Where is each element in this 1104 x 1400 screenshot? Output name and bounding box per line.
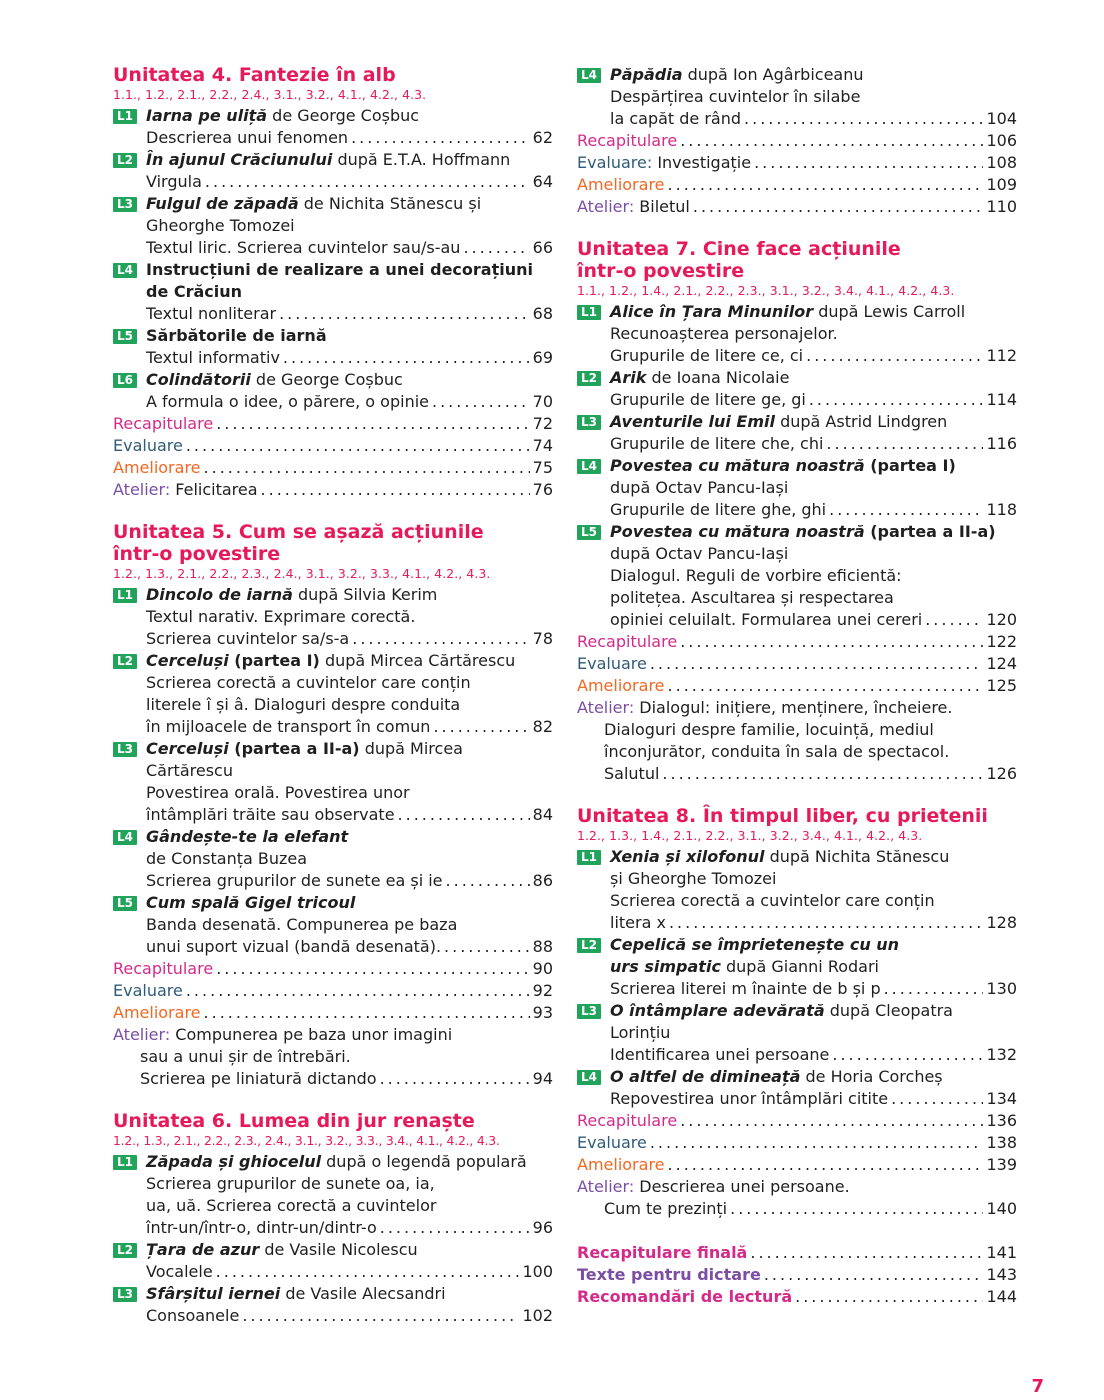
lesson-entry[interactable]: L4 O altfel de dimineață de Horia Corcheș Repovestirea unor întâmplări citite ..... 134 (577, 1066, 1017, 1110)
lesson-badge: L3 (577, 1004, 601, 1019)
lesson-entry[interactable]: L4 Gândește-te la elefant de Constanța Buzea Scrierea grupurilor de sunete ea și ie ..... 86 (113, 826, 553, 892)
lesson-topic: A formula o idee, o părere, o opinie (146, 392, 429, 411)
competency-codes: 1.2., 1.3., 1.4., 2.1., 2.2., 3.1., 3.2., 3.4., 4.1., 4.2., 4.3. (577, 828, 923, 843)
eval-entry[interactable]: Evaluare ..... 74 (113, 435, 553, 457)
lesson-badge: L4 (577, 459, 601, 474)
unit-title: Unitatea 6. Lumea din jur renaște (113, 1110, 475, 1132)
lesson-entry[interactable]: L3 Sfârșitul iernei de Vasile Alecsandri Consoanele ..... 102 (113, 1283, 553, 1327)
lesson-badge: L3 (113, 197, 137, 212)
lesson-entry[interactable] (113, 149, 553, 193)
lesson-topic: Textul nonliterar (146, 304, 277, 323)
lesson-badge: L6 (113, 373, 137, 388)
unit-6-cont (577, 64, 1017, 218)
eval-entry[interactable]: Evaluare ..... 138 (577, 1132, 1017, 1154)
lesson-badge: L2 (113, 1243, 137, 1258)
lesson-entry[interactable]: L2 Cerceluși (partea I) după Mircea Cărtărescu Scrierea corectă a cuvintelor care conțin literele î și â. Dialoguri despre conduita în mijloacele de transport în comun ..... 82 (113, 650, 553, 738)
page-number: 69 (532, 348, 553, 367)
page-number: 68 (532, 304, 553, 323)
lesson-title: Sărbătorile de iarnă (146, 326, 327, 345)
lesson-badge: L1 (113, 109, 137, 124)
amel-entry[interactable]: Ameliorare ..... 75 (113, 457, 553, 479)
recap-entry[interactable]: Recapitulare ..... 136 (577, 1110, 1017, 1132)
lesson-badge: L4 (113, 830, 137, 845)
unit-7 (577, 238, 1017, 785)
lesson-badge: L3 (113, 742, 137, 757)
lesson-badge: L4 (577, 68, 601, 83)
lesson-badge: L5 (113, 896, 137, 911)
unit-5 (113, 521, 553, 1090)
lesson-badge: L2 (577, 371, 601, 386)
competency-codes: 1.1., 1.2., 1.4., 2.1., 2.2., 2.3., 3.1., 3.2., 3.4., 4.1., 4.2., 4.3. (577, 283, 955, 298)
lesson-entry[interactable]: L4 Povestea cu mătura noastră (partea I) după Octav Pancu-Iași Grupurile de litere ghe, ghi ..... 118 (577, 455, 1017, 521)
lesson-entry[interactable]: L3 Aventurile lui Emil după Astrid Lindgren Grupurile de litere che, chi ..... 116 (577, 411, 1017, 455)
recap-entry[interactable]: Recapitulare ..... 106 (577, 130, 1017, 152)
lesson-entry[interactable] (113, 105, 553, 149)
recap-entry[interactable]: Recapitulare ..... 122 (577, 631, 1017, 653)
lesson-badge: L4 (577, 1070, 601, 1085)
atelier-entry[interactable]: Atelier: Compunerea pe baza unor imagini sau a unui șir de întrebări. Scrierea pe liniatură dictando ..... 94 (113, 1024, 553, 1090)
lesson-author: de George Coșbuc (250, 370, 403, 389)
lesson-entry[interactable] (113, 259, 553, 325)
lesson-entry[interactable] (113, 193, 553, 259)
lesson-title: Colindătorii (146, 370, 251, 389)
lesson-entry[interactable]: L5 Povestea cu mătura noastră (partea a II-a) după Octav Pancu-Iași Dialogul. Reguli de vorbire eficientă: politețea. Ascultarea și respectarea opiniei celuilalt. Formularea unei cereri ..... 120 (577, 521, 1017, 631)
lesson-badge: L1 (577, 850, 601, 865)
lesson-entry[interactable]: L3 Cerceluși (partea a II-a) după Mircea Cărtărescu Povestirea orală. Povestirea unor întâmplări trăite sau observate ..... 84 (113, 738, 553, 826)
atelier-entry[interactable]: Atelier: Felicitarea ..... 76 (113, 479, 553, 501)
lesson-badge: L1 (577, 305, 601, 320)
amel-entry[interactable]: Ameliorare ..... 93 (113, 1002, 553, 1024)
lesson-title: În ajunul Crăciunului (146, 150, 333, 169)
toc-left-column (113, 64, 553, 1327)
amel-entry[interactable]: Ameliorare ..... 109 (577, 174, 1017, 196)
lesson-topic: Textul informativ (146, 348, 280, 367)
eval-entry[interactable]: Evaluare ..... 92 (113, 980, 553, 1002)
unit-8 (577, 805, 1017, 1220)
lesson-title: Instrucțiuni de realizare a unei decorațiuni (146, 260, 533, 279)
lesson-author: după E.T.A. Hoffmann (332, 150, 511, 169)
unit-title: Unitatea 4. Fantezie în alb (113, 64, 396, 86)
lesson-author: de George Coșbuc (267, 106, 420, 125)
page-number: 64 (532, 172, 553, 191)
final-section (577, 1242, 1017, 1308)
lesson-title: Fulgul de zăpadă (146, 194, 299, 213)
page-number-footer: 7 (1031, 1376, 1044, 1397)
competency-codes: 1.1., 1.2., 2.1., 2.2., 2.4., 3.1., 3.2., 4.1., 4.2., 4.3. (113, 87, 427, 102)
recap-entry[interactable]: Recapitulare ..... 90 (113, 958, 553, 980)
lesson-entry[interactable]: L1 Alice în Țara Minunilor după Lewis Carroll Recunoașterea personajelor. Grupurile de litere ce, ci ..... 112 (577, 301, 1017, 367)
page-number: 70 (532, 392, 553, 411)
atelier-entry[interactable]: Atelier: Dialogul: inițiere, menținere, încheiere. Dialoguri despre familie, locuință, mediul înconjurător, conduita în sala de spectacol. Salutul ..... 126 (577, 697, 1017, 785)
lesson-badge: L4 (113, 263, 137, 278)
competency-codes: 1.2., 1.3., 2.1., 2.2., 2.3., 2.4., 3.1., 3.2., 3.3., 4.1., 4.2., 4.3. (113, 566, 491, 581)
lesson-entry[interactable]: L1 Zăpada și ghiocelul după o legendă populară Scrierea grupurilor de sunete oa, ia, ua, uă. Scrierea corectă a cuvintelor într-un/într-o, dintr-un/dintr-o ..... 96 (113, 1151, 553, 1239)
page-number: 66 (532, 238, 553, 257)
competency-codes: 1.2., 1.3., 2.1., 2.2., 2.3., 2.4., 3.1., 3.2., 3.3., 3.4., 4.1., 4.2., 4.3. (113, 1133, 500, 1148)
lesson-topic: Descrierea unui fenomen (146, 128, 349, 147)
lesson-entry[interactable]: L1 Xenia și xilofonul după Nichita Stănescu și Gheorghe Tomozei Scrierea corectă a cuvintelor care conțin litera x ..... 128 (577, 846, 1017, 934)
lesson-badge: L5 (577, 525, 601, 540)
unit-title-cont: într-o povestire (113, 543, 281, 565)
amel-entry[interactable]: Ameliorare ..... 125 (577, 675, 1017, 697)
recap-entry[interactable]: Recapitulare ..... 72 (113, 413, 553, 435)
unit-title: Unitatea 7. Cine face acțiunile (577, 238, 901, 260)
toc-right-column (577, 64, 1017, 1308)
lesson-entry[interactable]: L3 O întâmplare adevărată după Cleopatra Lorințiu Identificarea unei persoane ..... 132 (577, 1000, 1017, 1066)
lesson-title-cont: de Crăciun (146, 282, 243, 301)
lesson-badge: L1 (113, 588, 137, 603)
atelier-entry[interactable]: Atelier: Descrierea unei persoane. Cum te prezinți ..... 140 (577, 1176, 1017, 1220)
unit-title: Unitatea 5. Cum se așază acțiunile (113, 521, 484, 543)
lesson-entry[interactable] (113, 369, 553, 413)
lesson-author-cont: Gheorghe Tomozei (146, 216, 295, 235)
unit-4 (113, 64, 553, 501)
lesson-entry[interactable] (113, 325, 553, 369)
final-recap-entry[interactable]: Recapitulare finală ..... 141 (577, 1242, 1017, 1264)
page-number: 62 (532, 128, 553, 147)
lesson-entry[interactable]: L2 Țara de azur de Vasile Nicolescu Vocalele ..... 100 (113, 1239, 553, 1283)
unit-title-cont: într-o povestire (577, 260, 745, 282)
lesson-badge: L1 (113, 1155, 137, 1170)
lesson-badge: L3 (113, 1287, 137, 1302)
unit-6 (113, 1110, 553, 1327)
lesson-entry[interactable]: L1 Dincolo de iarnă după Silvia Kerim Textul narativ. Exprimare corectă. Scrierea cuvintelor sa/s-a ..... 78 (113, 584, 553, 650)
lesson-entry[interactable]: L2 Arik de Ioana Nicolaie Grupurile de litere ge, gi ..... 114 (577, 367, 1017, 411)
lesson-badge: L5 (113, 329, 137, 344)
lesson-entry[interactable]: L4 Păpădia după Ion Agârbiceanu Despărțirea cuvintelor în silabe la capăt de rând ..... 104 (577, 64, 1017, 130)
lesson-topic: Textul liric. Scrierea cuvintelor sau/s-au (146, 238, 461, 257)
lesson-title: Iarna pe uliță (146, 106, 268, 125)
lesson-badge: L3 (577, 415, 601, 430)
reading-recommendations-entry[interactable]: Recomandări de lectură ..... 144 (577, 1286, 1017, 1308)
atelier-entry[interactable]: Atelier: Biletul ..... 110 (577, 196, 1017, 218)
lesson-entry[interactable]: L5 Cum spală Gigel tricoul Banda desenată. Compunerea pe baza unui suport vizual (bandă desenată). ..... 88 (113, 892, 553, 958)
lesson-badge: L2 (577, 938, 601, 953)
lesson-badge: L2 (113, 153, 137, 168)
eval-entry[interactable]: Evaluare: Investigație ..... 108 (577, 152, 1017, 174)
lesson-topic: Virgula (146, 172, 202, 191)
lesson-entry[interactable]: L2 Cepelică se împrietenește cu un urs simpatic după Gianni Rodari Scrierea literei m înainte de b și p ..... 130 (577, 934, 1017, 1000)
amel-entry[interactable]: Ameliorare ..... 139 (577, 1154, 1017, 1176)
unit-title: Unitatea 8. În timpul liber, cu prietenii (577, 805, 988, 827)
lesson-badge: L2 (113, 654, 137, 669)
eval-entry[interactable]: Evaluare ..... 124 (577, 653, 1017, 675)
lesson-author: de Nichita Stănescu și (298, 194, 482, 213)
dictation-texts-entry[interactable]: Texte pentru dictare ..... 143 (577, 1264, 1017, 1286)
